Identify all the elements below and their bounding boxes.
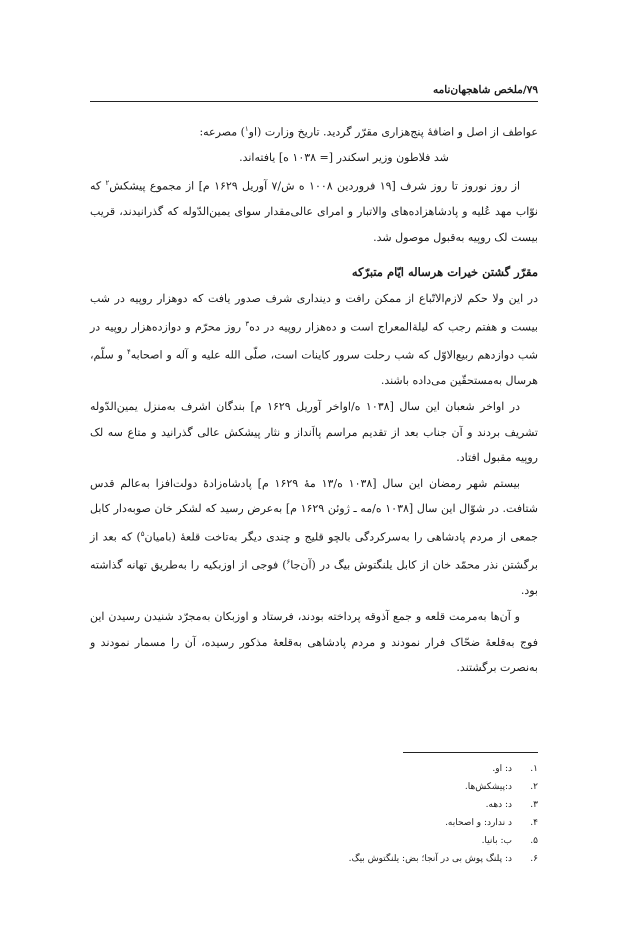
footnote-ref-1: ۱	[244, 125, 249, 133]
running-title: ۷۹/ملخص شاهجهان‌نامه	[433, 84, 538, 96]
footnote: ۵. ب: بانیا.	[481, 836, 538, 846]
paragraph-4: در اواخر شعبان این سال [۱۰۳۸ ه/اواخر آوریل ۱۶۲۹ م] بندگان اشرف به‌منزل یمین‌الدّوله تشریف بردند و آن جناب بعد از تقدیم مراسم پااَنداز و نثار پیشکش عالی گذرانید و متاع سه لک روپیه مقبول افتاد.	[90, 399, 538, 465]
footnote-ref-3: ۳	[245, 319, 250, 328]
footnote-ref-4: ۴	[126, 348, 131, 357]
footnote: ۶. د: پلنگ پوش بی در آنجا؛ بض: یلنگتوش بیگ.	[348, 854, 538, 864]
running-header	[90, 84, 538, 100]
paragraph-1: عواطف از اصل و اضافهٔ پنج‌هزاری مقرّر گردید. تاریخ وزارت (او$^۱$) مصرعه:	[199, 125, 538, 139]
footnote: ۴. د ندارد: و اصحابه.	[445, 818, 538, 828]
footnote-ref-2: ۲	[105, 178, 110, 187]
paragraph-6: و آن‌ها به‌مرمت قلعه و جمع آذوقه پرداخته بودند، فرستاد و اوزبکان به‌مجرّد شنیدن رسیدن این فوج به‌قلعهٔ ضحّاک فرار نمودند و مردم پادشاهی به‌قلعهٔ مذکور رسیده، آن را مسمار نمودند و به‌نصرت برگشتند.	[90, 610, 538, 675]
section-heading: مقرّر گشتن خیرات هرساله ایّام متبرّکه	[351, 265, 538, 280]
footnote-ref-6: ۶	[286, 558, 291, 567]
footnote: ۳. د: دهه.	[485, 800, 538, 810]
footnote: ۲. د:پیشکش‌ها.	[464, 782, 538, 792]
paragraph-5: بیستم شهر رمضان این سال [۱۰۳۸ ه/۱۳ مهٔ ۱۶۲۹ م] پادشاه‌زادهٔ دولت‌افزا به‌عالم قدس شتافت. در شوّال این سال [۱۰۳۸ ه/مه ـ ژوئن ۱۶۲۹ م] به‌عرض رسید که لشکر خان صوبه‌دار کابل جمعی از مردم پادشاهی را به‌سرکردگی بالچو قلیج و چندی دیگر به‌تاخت قلعهٔ (بامیان$^۵$) که بعد از برگشتن نذر محمّد خان از کابل یلنگتوش بیگ در (آن‌جا$^۶$) فوجی از اوزبکیه را به‌طریق تهانه گذاشته بود.	[90, 476, 538, 598]
footnotes	[90, 760, 538, 868]
footnote-rule	[403, 752, 538, 753]
footnote: ۱. د: او.	[492, 764, 538, 774]
header-rule	[90, 101, 538, 102]
paragraph-3: در این ولا حکم لازم‌الاتّباع از ممکن رافت و دینداری شرف صدور یافت که دوهزار روپیه در شب بیست و هفتم رجب که لیلة‌المعراج است و ده‌هزار روپیه در ده$^۳$ روز محرّم و دوازده‌هزار روپیه در شب دوازدهم ربیع‌الاوّل که شب رحلت سرور کاینات است، صلّی الله علیه و آله و اصحابه$^۴$ و سلّم، هرسال به‌مستحقّین می‌داده باشند.	[90, 292, 538, 388]
paragraph-2: از روز نوروز تا روز شرف [۱۹ فروردین ۱۰۰۸ ه ش/۷ آوریل ۱۶۲۹ م] از مجموع پیشکش$^۲$ که نوّاب مهد عُلیه و پادشاهزاده‌های والاتبار و امرای عالی‌مقدار سوای یمین‌الدّوله که گذرانیدند، قریب بیست لک روپیه به‌قبول موصول شد.	[90, 178, 538, 244]
verse-line: شد فلاطون وزیر اسکندر [= ۱۰۳۸ ه] یافته‌اند.	[239, 151, 449, 165]
main-text	[90, 117, 538, 681]
footnote-ref-5: ۵	[140, 529, 145, 538]
